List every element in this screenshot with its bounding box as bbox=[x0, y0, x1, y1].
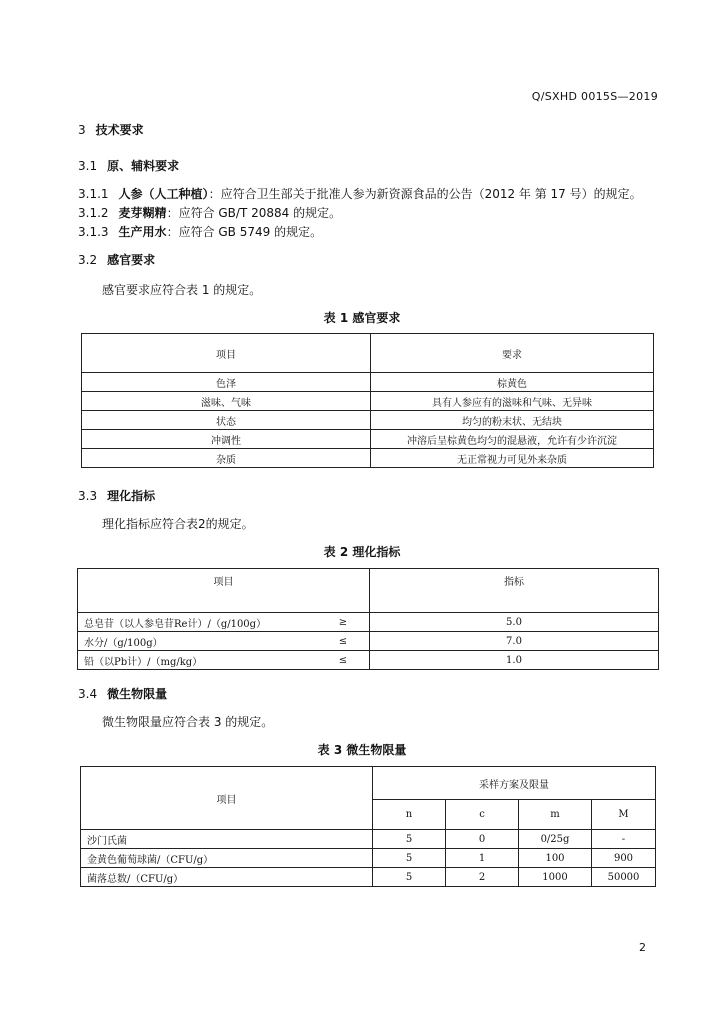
clause-term: 麦芽糊精 bbox=[118, 206, 167, 220]
section-3-4-heading bbox=[78, 685, 167, 702]
table-header-cell: 要求 bbox=[371, 334, 654, 373]
table-cell: 0 bbox=[446, 830, 519, 849]
clause-3-1-3 bbox=[78, 223, 322, 240]
table-row bbox=[78, 651, 659, 670]
table-cell-operator: ≤ bbox=[317, 632, 370, 651]
table-cell: 1.0 bbox=[370, 651, 659, 670]
table-cell: 金黄色葡萄球菌/（CFU/g） bbox=[81, 849, 373, 868]
table-row bbox=[82, 411, 654, 430]
table-cell: 2 bbox=[446, 868, 519, 887]
table-3-caption: 表 3 微生物限量 bbox=[317, 743, 407, 757]
table-cell: 沙门氏菌 bbox=[81, 830, 373, 849]
table-cell: 色泽 bbox=[82, 373, 371, 392]
section-number: 3.4 bbox=[78, 687, 98, 701]
table-row bbox=[81, 868, 656, 887]
section-title: 技术要求 bbox=[95, 123, 144, 137]
table-cell: 7.0 bbox=[370, 632, 659, 651]
table-cell-operator: ≥ bbox=[317, 613, 370, 632]
table-row bbox=[78, 613, 659, 632]
table-header-cell: 项目 bbox=[82, 334, 371, 373]
table-header-group: 采样方案及限量 bbox=[373, 767, 656, 800]
table-cell: 0/25g bbox=[519, 830, 592, 849]
section-title: 感官要求 bbox=[107, 253, 156, 267]
clause-text: ：应符合卫生部关于批准人参为新资源食品的公告（2012 年 第 17 号）的规定。 bbox=[208, 187, 642, 201]
table-1-caption: 表 1 感官要求 bbox=[323, 311, 401, 325]
section-title: 原、辅料要求 bbox=[107, 159, 180, 173]
clause-text: ：应符合 GB/T 20884 的规定。 bbox=[166, 206, 342, 220]
section-3-1-heading bbox=[78, 157, 179, 174]
table-header-cell: 项目 bbox=[78, 569, 370, 613]
table-row bbox=[82, 392, 654, 411]
table-header-row bbox=[82, 334, 654, 373]
table-cell: 菌落总数/（CFU/g） bbox=[81, 868, 373, 887]
clause-3-1-2 bbox=[78, 204, 341, 221]
table-cell-operator: ≤ bbox=[317, 651, 370, 670]
table-cell: 状态 bbox=[82, 411, 371, 430]
table-cell: 水分/（g/100g） bbox=[78, 632, 318, 651]
page-number: 2 bbox=[639, 941, 646, 954]
table-cell: 5 bbox=[373, 830, 446, 849]
standard-code: Q/SXHD 0015S—2019 bbox=[531, 90, 658, 103]
section-number: 3.1 bbox=[78, 159, 98, 173]
clause-3-1-1 bbox=[78, 185, 642, 202]
table-cell: 50000 bbox=[592, 868, 656, 887]
section-title: 微生物限量 bbox=[107, 687, 168, 701]
table-subheader-cell: M bbox=[592, 800, 656, 830]
table-subheader-cell: n bbox=[373, 800, 446, 830]
section-number: 3 bbox=[78, 123, 86, 137]
paragraph: 感官要求应符合表 1 的规定。 bbox=[102, 283, 262, 297]
table-cell: 冲调性 bbox=[82, 430, 371, 449]
section-3-3-heading bbox=[78, 487, 155, 504]
table-cell: 总皂苷（以人参皂苷Re计）/（g/100g） bbox=[78, 613, 318, 632]
clause-text: ：应符合 GB 5749 的规定。 bbox=[166, 225, 323, 239]
table-row bbox=[82, 373, 654, 392]
table-cell: 杂质 bbox=[82, 449, 371, 468]
table-row bbox=[81, 849, 656, 868]
table-cell: 5 bbox=[373, 868, 446, 887]
table-cell: 具有人参应有的滋味和气味、无异味 bbox=[371, 392, 654, 411]
paragraph: 理化指标应符合表2的规定。 bbox=[102, 517, 254, 531]
section-number: 3.2 bbox=[78, 253, 98, 267]
table-cell: 1000 bbox=[519, 868, 592, 887]
table-row bbox=[81, 830, 656, 849]
table-subheader-cell: m bbox=[519, 800, 592, 830]
table-cell: - bbox=[592, 830, 656, 849]
clause-number: 3.1.3 bbox=[78, 225, 109, 239]
section-3-heading bbox=[78, 121, 144, 138]
table-header-cell: 指标 bbox=[370, 569, 659, 613]
table-cell: 5.0 bbox=[370, 613, 659, 632]
table-row bbox=[78, 632, 659, 651]
table-cell: 冲溶后呈棕黄色均匀的混悬液，允许有少许沉淀 bbox=[371, 430, 654, 449]
table-cell: 900 bbox=[592, 849, 656, 868]
table-cell: 棕黄色 bbox=[371, 373, 654, 392]
table-1-sensory bbox=[81, 333, 654, 468]
table-cell: 均匀的粉末状、无结块 bbox=[371, 411, 654, 430]
table-cell: 滋味、气味 bbox=[82, 392, 371, 411]
table-2-physicochemical bbox=[77, 568, 659, 670]
table-header-row bbox=[78, 569, 659, 613]
table-header-cell: 项目 bbox=[81, 767, 373, 830]
table-header-row bbox=[81, 767, 656, 800]
paragraph: 微生物限量应符合表 3 的规定。 bbox=[102, 715, 274, 729]
table-2-caption: 表 2 理化指标 bbox=[323, 545, 401, 559]
section-title: 理化指标 bbox=[107, 489, 156, 503]
section-number: 3.3 bbox=[78, 489, 98, 503]
section-3-2-heading bbox=[78, 251, 155, 268]
table-cell: 无正常视力可见外来杂质 bbox=[371, 449, 654, 468]
clause-term: 生产用水 bbox=[118, 225, 167, 239]
table-cell: 100 bbox=[519, 849, 592, 868]
table-cell: 5 bbox=[373, 849, 446, 868]
clause-number: 3.1.1 bbox=[78, 187, 109, 201]
table-cell: 1 bbox=[446, 849, 519, 868]
table-row bbox=[82, 430, 654, 449]
table-subheader-cell: c bbox=[446, 800, 519, 830]
table-3-microbial bbox=[80, 766, 656, 887]
table-row bbox=[82, 449, 654, 468]
clause-term: 人参（人工种植） bbox=[118, 187, 209, 201]
table-cell: 铅（以Pb计）/（mg/kg） bbox=[78, 651, 318, 670]
clause-number: 3.1.2 bbox=[78, 206, 109, 220]
